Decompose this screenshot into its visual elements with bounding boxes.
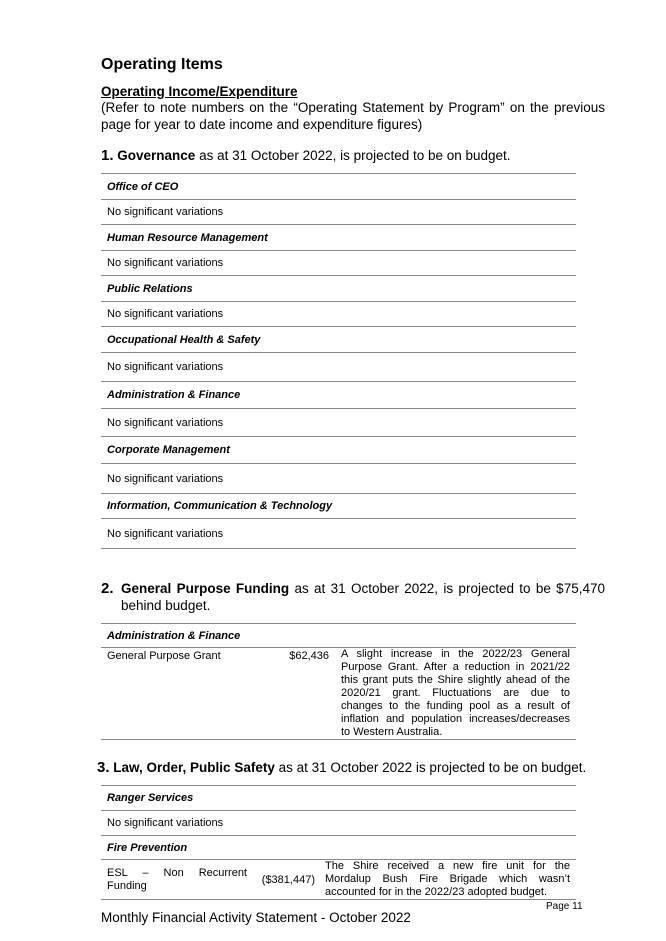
- section-summary: as at 31 October 2022, is projected to be on budget.: [195, 148, 511, 163]
- description-cell: A slight increase in the 2022/23 General Purpose Grant. After a reduction in 2021/22 this grant puts the Shire slightly ahead of the 2020/21 grant. Fluctuations are due to changes to the funding pool as a result of inflation and population increases/decreases to Western Australia.: [335, 648, 576, 740]
- page-heading: Operating Items: [101, 56, 223, 73]
- category-cell: Fire Prevention: [101, 836, 576, 860]
- section-title: Law, Order, Public Safety: [113, 760, 275, 775]
- category-cell: Human Resource Management: [101, 225, 576, 251]
- section-2-heading: [101, 580, 605, 614]
- item-cell: ESL – Non Recurrent Funding: [101, 860, 253, 900]
- category-cell: Information, Communication & Technology: [101, 494, 576, 519]
- variation-cell: No significant variations: [101, 251, 576, 276]
- variation-cell: No significant variations: [101, 464, 576, 494]
- variation-cell: No significant variations: [101, 409, 576, 437]
- category-cell: Administration & Finance: [101, 382, 576, 409]
- category-cell: Administration & Finance: [101, 624, 576, 648]
- category-cell: Ranger Services: [101, 786, 576, 811]
- section-number: 1.: [101, 147, 114, 164]
- governance-table: [101, 173, 576, 549]
- section-number: 3.: [97, 759, 110, 776]
- variation-cell: No significant variations: [101, 811, 576, 836]
- intro-paragraph: (Refer to note numbers on the “Operating Statement by Program” on the previous page for year to date income and expenditure figures): [101, 100, 605, 132]
- section-subheading: Operating Income/Expenditure: [101, 84, 298, 99]
- section-title: General Purpose Funding: [121, 581, 290, 596]
- item-cell: General Purpose Grant: [101, 648, 263, 740]
- section-summary: as at 31 October 2022 is projected to be on budget.: [274, 760, 587, 775]
- footer-title: Monthly Financial Activity Statement - October 2022: [101, 910, 411, 925]
- category-cell: Corporate Management: [101, 437, 576, 464]
- general-purpose-funding-table: [101, 623, 576, 740]
- amount-cell: $62,436: [263, 648, 335, 740]
- section-1-heading: [101, 147, 605, 164]
- variation-cell: No significant variations: [101, 353, 576, 382]
- variation-cell: No significant variations: [101, 200, 576, 225]
- variation-cell: No significant variations: [101, 519, 576, 549]
- category-cell: Occupational Health & Safety: [101, 327, 576, 353]
- section-title: Governance: [117, 148, 196, 163]
- law-order-table: [101, 785, 576, 900]
- section-summary: as at 31 October 2022, is projected to be $75,470 behind budget.: [121, 581, 605, 613]
- description-cell: The Shire received a new fire unit for the Mordalup Bush Fire Brigade which wasn’t accounted for in the 2022/23 adopted budget.: [319, 860, 576, 900]
- section-3-heading: [97, 759, 605, 776]
- category-cell: Office of CEO: [101, 174, 576, 200]
- page-number: Page 11: [546, 901, 583, 912]
- amount-cell: ($381,447): [253, 860, 319, 900]
- variation-cell: No significant variations: [101, 302, 576, 327]
- section-number: 2.: [101, 580, 114, 597]
- category-cell: Public Relations: [101, 276, 576, 302]
